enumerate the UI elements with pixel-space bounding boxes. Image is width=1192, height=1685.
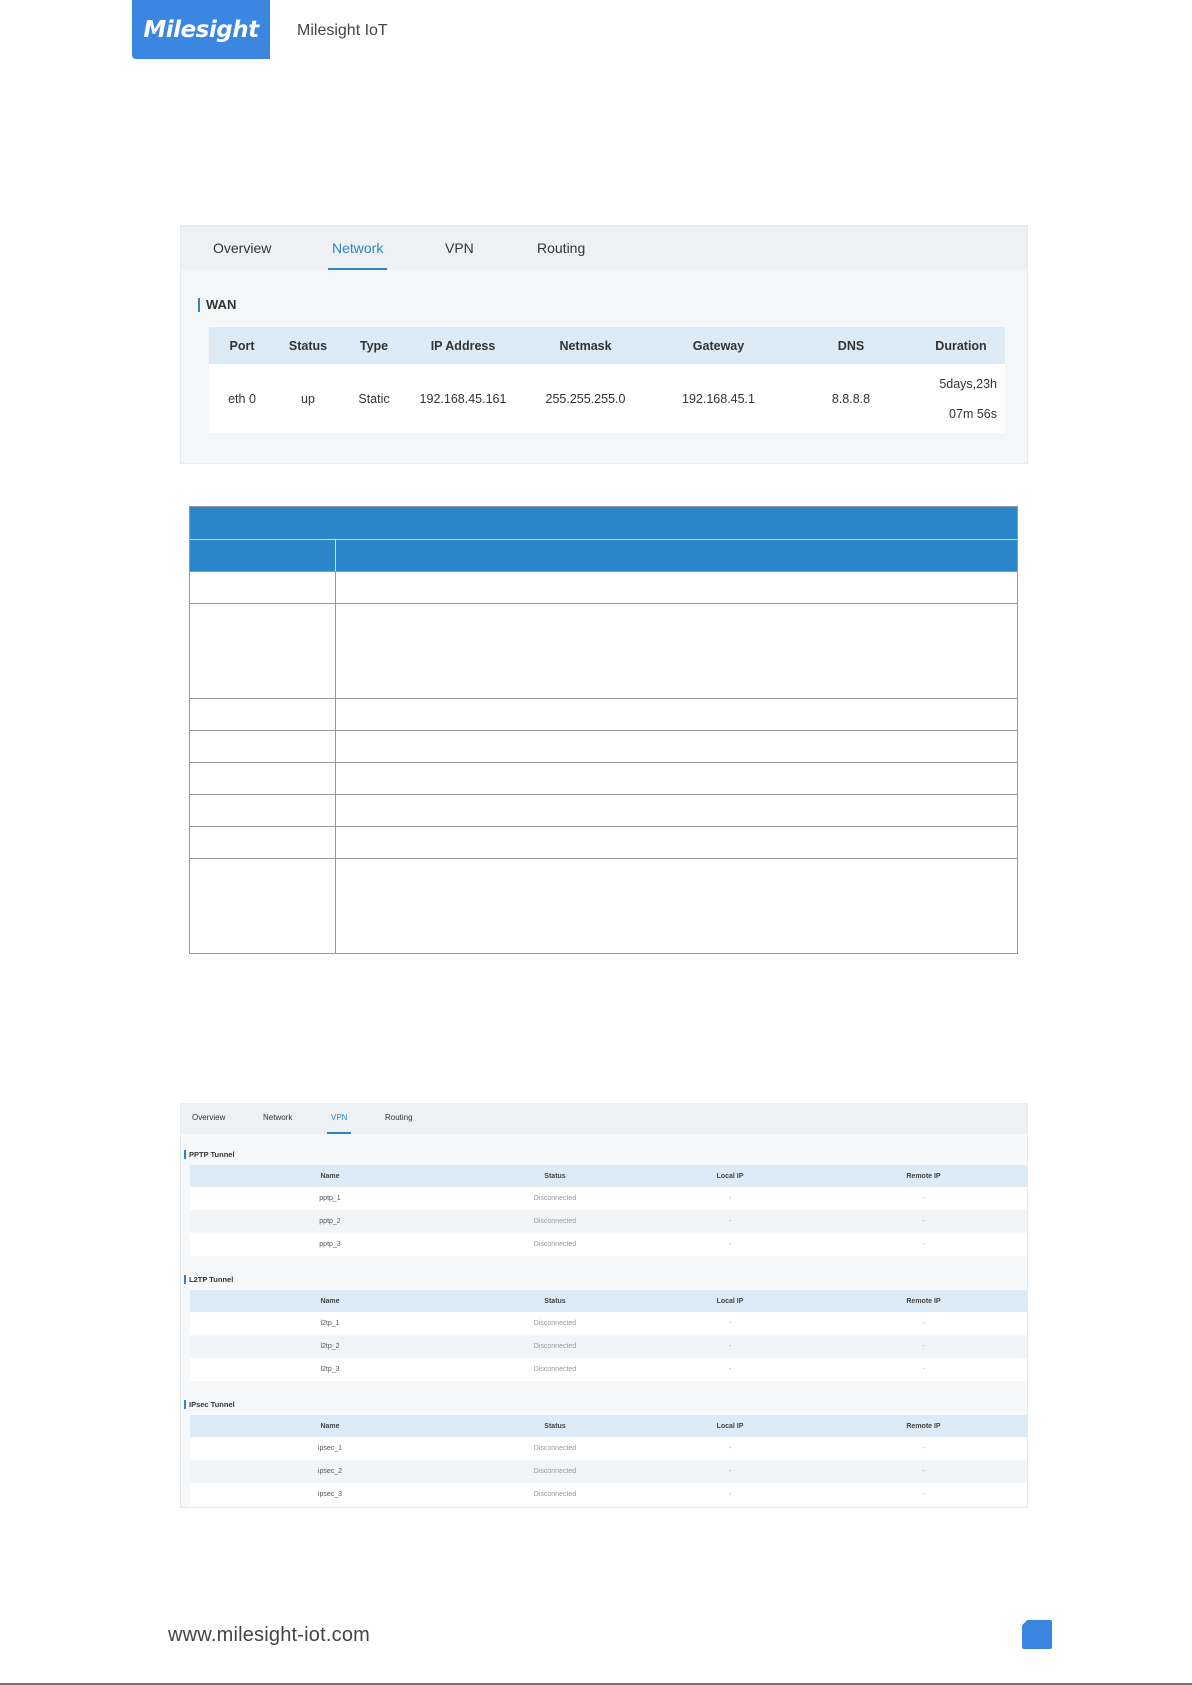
tunnel-remote-ip: - [820,1483,1027,1506]
table-row [190,1312,1027,1335]
col-remote-ip: Remote IP [820,1290,1027,1312]
table-title-row [190,507,1017,539]
header-cell-item [190,540,336,571]
duration-time: 07m 56s [949,406,997,421]
tunnel-status: Disconnected [470,1312,640,1335]
col-local-ip: Local IP [640,1415,820,1437]
vpn-status-panel [180,1103,1028,1508]
vpn-tabbar [181,1104,1027,1134]
tab-vpn[interactable]: VPN [445,240,474,256]
cell-item [190,827,336,858]
tunnel-name: ipsec_3 [190,1483,470,1506]
table-row [190,603,1017,698]
tunnel-status: Disconnected [470,1210,640,1233]
table-row [190,698,1017,730]
tunnel-status: Disconnected [470,1335,640,1358]
table-row [190,1233,1027,1256]
wan-section-title: WAN [198,298,236,312]
cell-item [190,763,336,794]
tunnel-remote-ip: - [820,1312,1027,1335]
tunnel-remote-ip: - [820,1358,1027,1381]
cell-type: Static [341,364,407,433]
table-row [190,1210,1027,1233]
brand-name: Milesight IoT [297,22,388,39]
tunnel-local-ip: - [640,1187,820,1210]
milesight-logo [132,0,270,59]
tunnel-local-ip: - [640,1210,820,1233]
col-duration: Duration [917,327,1005,364]
status-badge: up [275,364,341,433]
col-name: Name [190,1415,470,1437]
footer-url[interactable]: www.milesight-iot.com [168,1624,371,1646]
tunnel-status: Disconnected [470,1187,640,1210]
tunnel-name: ipsec_1 [190,1437,470,1460]
l2tp-table [190,1290,1027,1381]
network-status-panel [180,225,1028,464]
wan-table [209,327,1005,433]
cell-ip-address: 192.168.45.161 [407,364,519,433]
tunnel-local-ip: - [640,1358,820,1381]
col-name: Name [190,1165,470,1187]
tunnel-local-ip: - [640,1335,820,1358]
tunnel-status: Disconnected [470,1437,640,1460]
tunnel-name: l2tp_1 [190,1312,470,1335]
table-row [190,1460,1027,1483]
table-row [190,1187,1027,1210]
cell-dns: 8.8.8.8 [785,364,917,433]
tunnel-status: Disconnected [470,1483,640,1506]
table-row [190,762,1017,794]
cell-duration [917,364,1005,433]
wan-header-row [209,327,1005,364]
col-status: Status [470,1165,640,1187]
tunnel-name: pptp_2 [190,1210,470,1233]
duration-days: 5days,23h [939,376,997,391]
col-ip-address: IP Address [407,327,519,364]
tunnel-remote-ip: - [820,1437,1027,1460]
col-local-ip: Local IP [640,1165,820,1187]
cell-port: eth 0 [209,364,275,433]
l2tp-section-title: L2TP Tunnel [184,1275,233,1284]
cell-item [190,572,336,603]
col-status: Status [470,1290,640,1312]
table-row [190,571,1017,603]
tab-overview[interactable]: Overview [192,1113,226,1122]
cell-item [190,604,336,698]
tunnel-local-ip: - [640,1233,820,1256]
cell-item [190,731,336,762]
tab-network[interactable]: Network [332,226,383,270]
col-dns: DNS [785,327,917,364]
col-type: Type [341,327,407,364]
tunnel-status: Disconnected [470,1233,640,1256]
tunnel-local-ip: - [640,1312,820,1335]
table-row [190,1358,1027,1381]
tunnel-remote-ip: - [820,1210,1027,1233]
tunnel-local-ip: - [640,1437,820,1460]
tab-overview[interactable]: Overview [213,240,272,256]
tunnel-remote-ip: - [820,1335,1027,1358]
tunnel-name: l2tp_3 [190,1358,470,1381]
tab-routing[interactable]: Routing [385,1113,413,1122]
ipsec-section-title: IPsec Tunnel [184,1400,235,1409]
tunnel-local-ip: - [640,1460,820,1483]
cell-gateway: 192.168.45.1 [652,364,785,433]
col-netmask: Netmask [519,327,652,364]
ipsec-table [190,1415,1027,1506]
cell-item [190,795,336,826]
col-remote-ip: Remote IP [820,1415,1027,1437]
status-tabbar [181,226,1027,270]
col-remote-ip: Remote IP [820,1165,1027,1187]
col-name: Name [190,1290,470,1312]
tunnel-status: Disconnected [470,1358,640,1381]
table-row [190,1483,1027,1506]
tunnel-remote-ip: - [820,1460,1027,1483]
pptp-table [190,1165,1027,1256]
tunnel-remote-ip: - [820,1187,1027,1210]
table-row [190,1335,1027,1358]
col-local-ip: Local IP [640,1290,820,1312]
parameter-table [189,506,1018,954]
table-row [209,364,1005,433]
table-row [190,1437,1027,1460]
col-status: Status [470,1415,640,1437]
col-status: Status [275,327,341,364]
table-row [190,730,1017,762]
table-row [190,826,1017,858]
tunnel-remote-ip: - [820,1233,1027,1256]
logo-text: Milesight [143,16,259,43]
cell-item [190,699,336,730]
tunnel-status: Disconnected [470,1460,640,1483]
tunnel-name: pptp_3 [190,1233,470,1256]
cell-item [190,859,336,953]
pptp-section-title: PPTP Tunnel [184,1150,235,1159]
tab-routing[interactable]: Routing [537,240,586,256]
col-gateway: Gateway [652,327,785,364]
table-header-row [190,539,1017,571]
tunnel-name: l2tp_2 [190,1335,470,1358]
cell-netmask: 255.255.255.0 [519,364,652,433]
col-port: Port [209,327,275,364]
table-row [190,794,1017,826]
table-row [190,858,1017,953]
brand-mark-icon [1022,1620,1052,1649]
tab-network[interactable]: Network [263,1113,293,1122]
tab-vpn[interactable]: VPN [331,1104,347,1134]
tunnel-local-ip: - [640,1483,820,1506]
tunnel-name: ipsec_2 [190,1460,470,1483]
tunnel-name: pptp_1 [190,1187,470,1210]
